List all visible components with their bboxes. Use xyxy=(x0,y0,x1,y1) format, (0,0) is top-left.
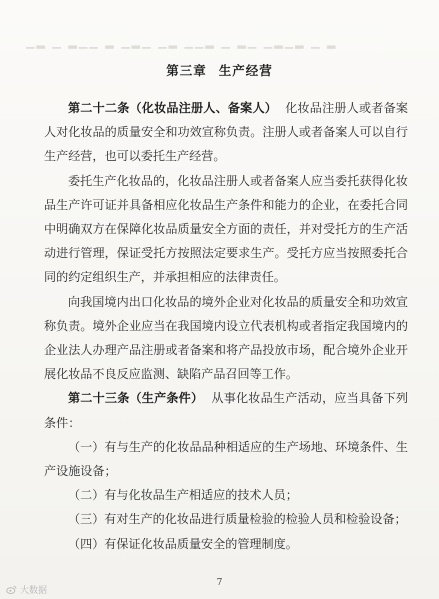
article-23-paragraph-intro xyxy=(44,386,408,434)
document-body xyxy=(44,96,408,556)
chapter-title xyxy=(0,61,439,79)
bleed-through-texture: ▁▂ ▁ ▂▁▁ ▂ ▁▂▁ ▁▂ ▁▁▂ ▁ ▂▁ ▁▂▁▂ ▁ ▂ xyxy=(26,36,338,49)
condition-item-4: （四）有保证化妆品质量安全的管理制度。 xyxy=(68,536,298,551)
condition-item-3: （三）有对生产的化妆品进行质量检验的检验人员和检验设备； xyxy=(68,512,407,527)
article-22-heading: 第二十二条（化妆品注册人、备案人） xyxy=(68,101,278,115)
page-number: 7 xyxy=(216,578,223,588)
condition-item-1: （一）有与生产的化妆品品种相适应的生产场地、环境条件、生产设施设备； xyxy=(44,439,408,479)
article-22-paragraph-2: 委托生产化妆品的，化妆品注册人或者备案人应当委托获得化妆品生产许可证并具备相应化妆品生产条件和能力的企业，在委托合同中明确双方在保障化妆品质量安全方面的责任，并对受托方的生产活动进行管理，保证受托方按照法定要求生产。受托方应当按照委托合同的约定组织生产，并承担相应的法律责任。 xyxy=(44,173,408,285)
chapter-number: 第三章 xyxy=(166,63,207,78)
article-23-intro: 从事化妆品生产活动，应当具备下列条件： xyxy=(44,391,408,430)
watermark-text: 大数据 xyxy=(20,586,48,596)
article-23-heading: 第二十三条（生产条件） xyxy=(68,391,204,406)
weibo-logo-icon xyxy=(6,584,17,595)
article-22-paragraph-1 xyxy=(44,96,408,169)
article-22-paragraph-3: 向我国境内出口化妆品的境外企业对化妆品的质量安全和功效宣称负责。境外企业应当在我国境内设立代表机构或者指定我国境内的企业法人办理产品注册或者备案和将产品投放市场，配合境外企业开展化妆品不良反应监测、缺陷产品召回等工作。 xyxy=(44,294,408,382)
watermark xyxy=(6,583,47,596)
condition-item-2: （二）有与化妆品生产相适应的技术人员； xyxy=(68,488,298,503)
article-22-text-1: 化妆品注册人或者备案人对化妆品的质量安全和功效宣称负责。注册人或者备案人可以自行生产经营，也可以委托生产经营。 xyxy=(44,101,408,164)
chapter-name: 生产经营 xyxy=(218,63,273,78)
